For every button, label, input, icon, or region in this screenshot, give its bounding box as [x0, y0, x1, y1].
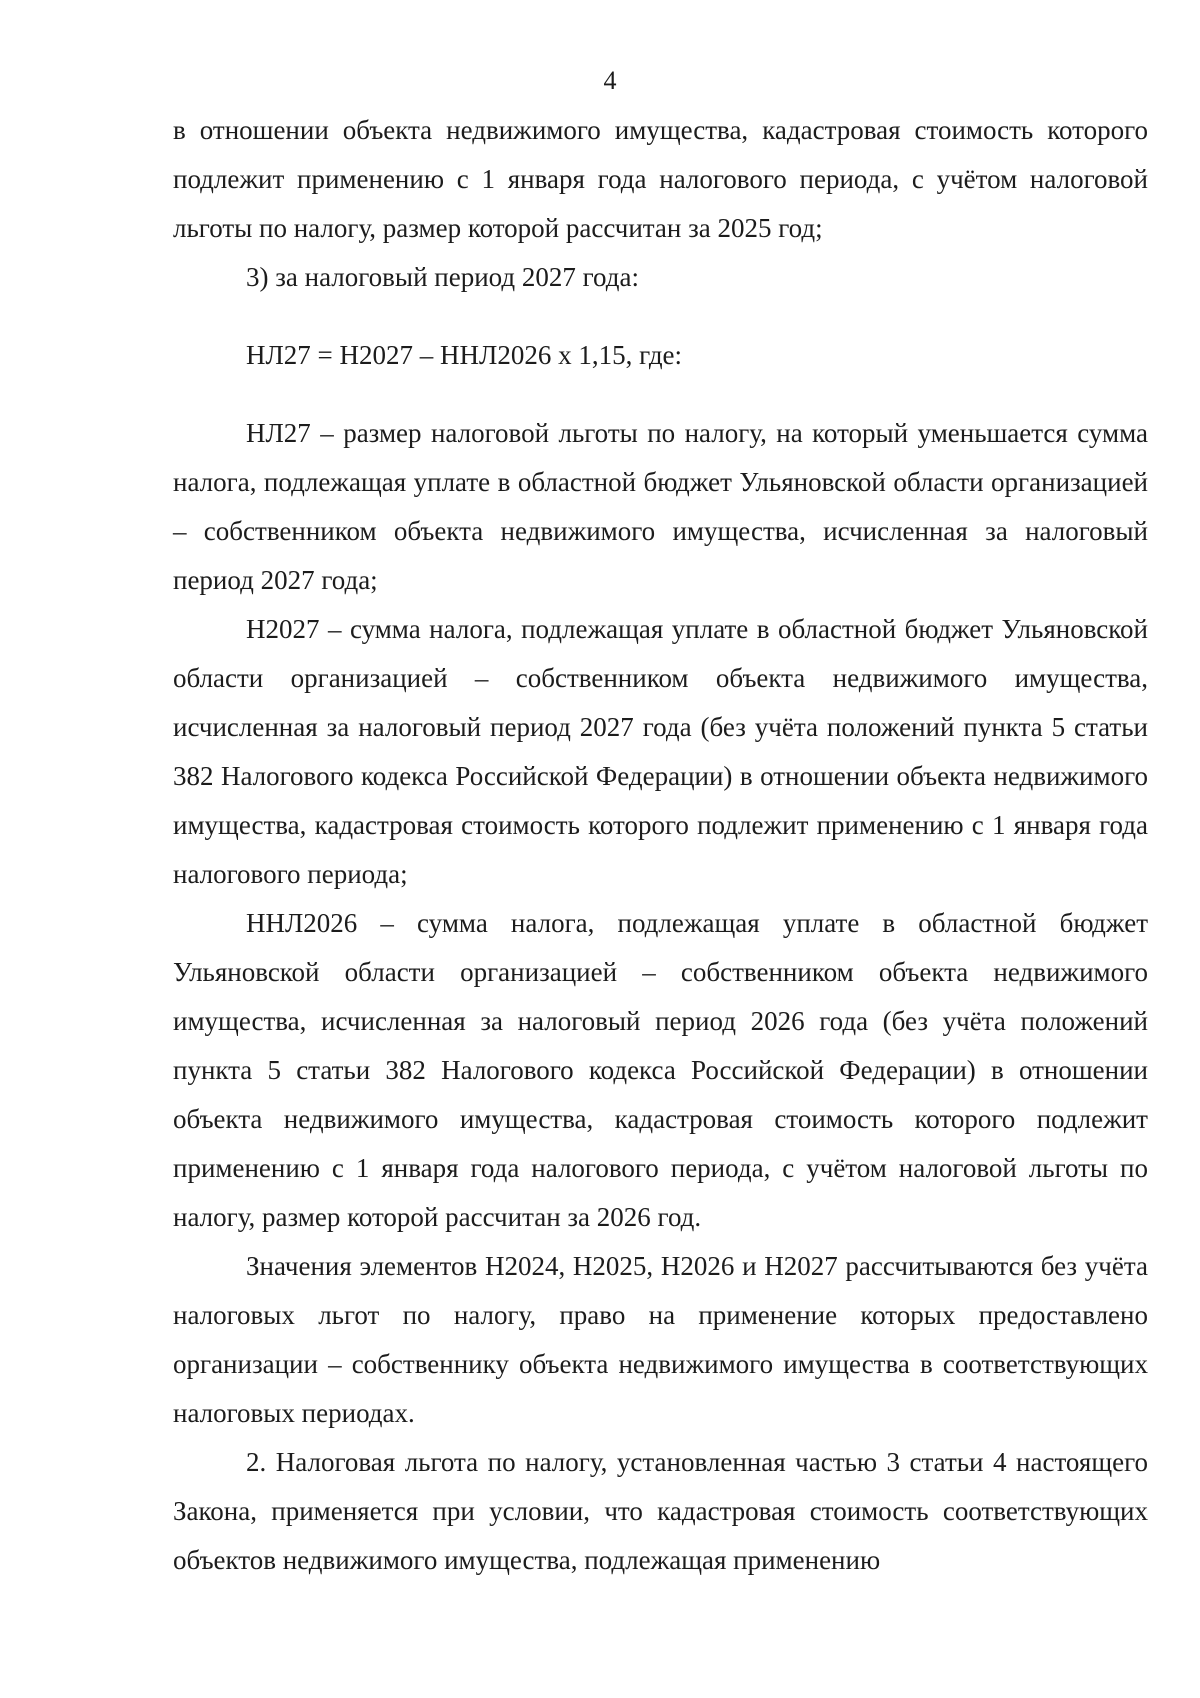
- paragraph-n2027-definition: Н2027 – сумма налога, подлежащая уплате в областной бюджет Ульяновской области организацией – собственником объекта недвижимого имущества, исчисленная за налоговый период 2027 года (без учёта положений пункта 5 статьи 382 Налогового кодекса Российской Федерации) в отношении объекта недвижимого имущества, кадастровая стоимость которого подлежит применению с 1 января года налогового периода;: [173, 614, 1148, 889]
- formula-nl27: НЛ27 = Н2027 – ННЛ2026 х 1,15, где:: [246, 340, 683, 370]
- paragraph-item-2: 2. Налоговая льгота по налогу, установленная частью 3 статьи 4 настоящего Закона, применяется при условии, что кадастровая стоимость соответствующих объектов недвижимого имущества, подлежащая применению: [173, 1447, 1148, 1575]
- page-number: 4: [603, 66, 617, 95]
- paragraph-nnl2026-definition: ННЛ2026 – сумма налога, подлежащая уплате в областной бюджет Ульяновской области организацией – собственником объекта недвижимого имущества, исчисленная за налоговый период 2026 года (без учёта положений пункта 5 статьи 382 Налогового кодекса Российской Федерации) в отношении объекта недвижимого имущества, кадастровая стоимость которого подлежит применению с 1 января года налогового периода, с учётом налоговой льготы по налогу, размер которой рассчитан за 2026 год.: [173, 908, 1148, 1232]
- paragraph-nl27-definition: НЛ27 – размер налоговой льготы по налогу, на который уменьшается сумма налога, подлежащая уплате в областной бюджет Ульяновской области организацией – собственником объекта недвижимого имущества, исчисленная за налоговый период 2027 года;: [173, 418, 1148, 595]
- paragraph-elements-note: Значения элементов Н2024, Н2025, Н2026 и Н2027 рассчитываются без учёта налоговых льгот по налогу, право на применение которых предоставлено организации – собственнику объекта недвижимого имущества в соответствующих налоговых периодах.: [173, 1251, 1148, 1428]
- paragraph-item-3: 3) за налоговый период 2027 года:: [246, 262, 639, 292]
- paragraph-continuation: в отношении объекта недвижимого имущества, кадастровая стоимость которого подлежит применению с 1 января года налогового периода, с учётом налоговой льготы по налогу, размер которой рассчитан за 2025 год;: [173, 115, 1148, 243]
- document-body: [173, 106, 1148, 1585]
